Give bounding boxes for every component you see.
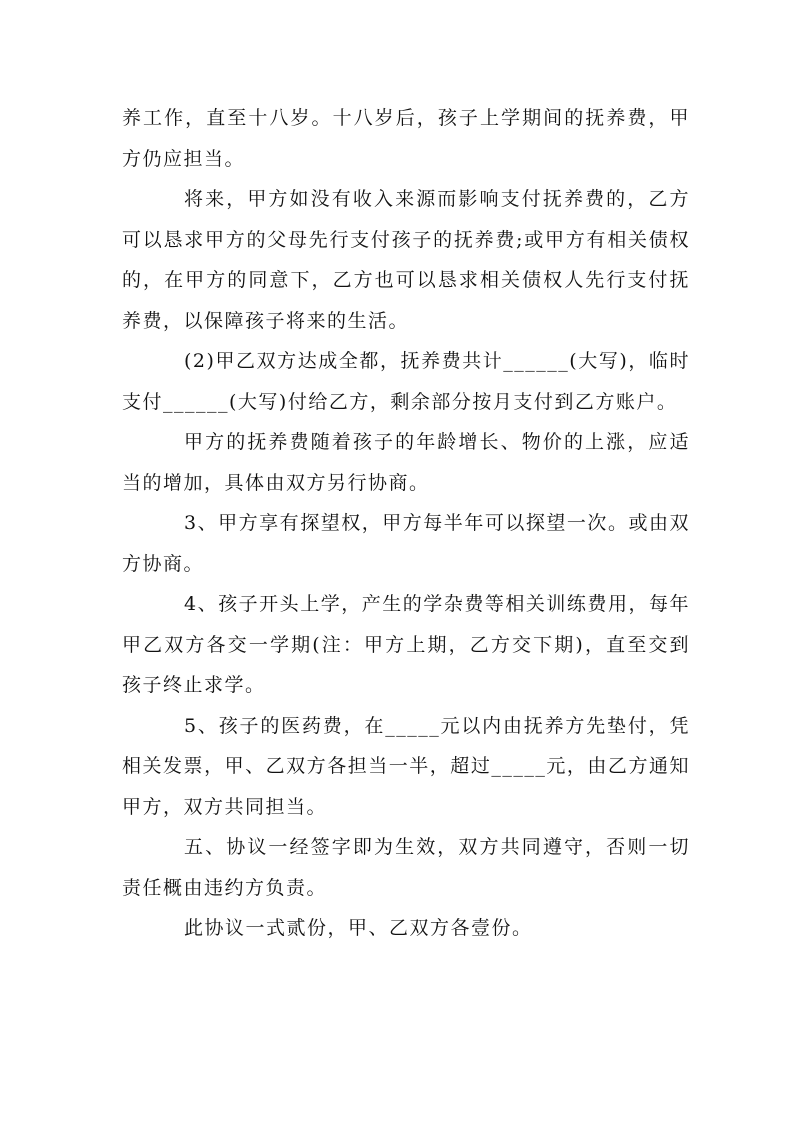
paragraph-4: 甲方的抚养费随着孩子的年龄增长、物价的上涨，应适当的增加，具体由双方另行协商。 — [122, 431, 690, 494]
paragraph-5: 3、甲方享有探望权，甲方每半年可以探望一次。或由双方协商。 — [122, 512, 690, 575]
paragraph-1: 养工作，直至十八岁。十八岁后，孩子上学期间的抚养费，甲方仍应担当。 — [122, 107, 690, 170]
document-body — [122, 98, 690, 949]
paragraph-3: (2)甲乙双方达成全都，抚养费共计______(大写)，临时支付______(大写)付给乙方，剩余部分按月支付到乙方账户。 — [122, 350, 690, 413]
paragraph-2: 将来，甲方如没有收入来源而影响支付抚养费的，乙方可以恳求甲方的父母先行支付孩子的抚养费;或甲方有相关债权的，在甲方的同意下，乙方也可以恳求相关债权人先行支付抚养费，以保障孩子将来的生活。 — [122, 188, 690, 332]
paragraph-6: 4、孩子开头上学，产生的学杂费等相关训练费用，每年甲乙双方各交一学期(注：甲方上期，乙方交下期)，直至交到孩子终止求学。 — [122, 593, 690, 696]
paragraph-9: 此协议一式贰份，甲、乙双方各壹份。 — [184, 917, 533, 939]
paragraph-8: 五、协议一经签字即为生效，双方共同遵守，否则一切责任概由违约方负责。 — [122, 836, 690, 899]
paragraph-7: 5、孩子的医药费，在_____元以内由抚养方先垫付，凭相关发票，甲、乙双方各担当一半，超过_____元，由乙方通知甲方，双方共同担当。 — [122, 714, 690, 818]
